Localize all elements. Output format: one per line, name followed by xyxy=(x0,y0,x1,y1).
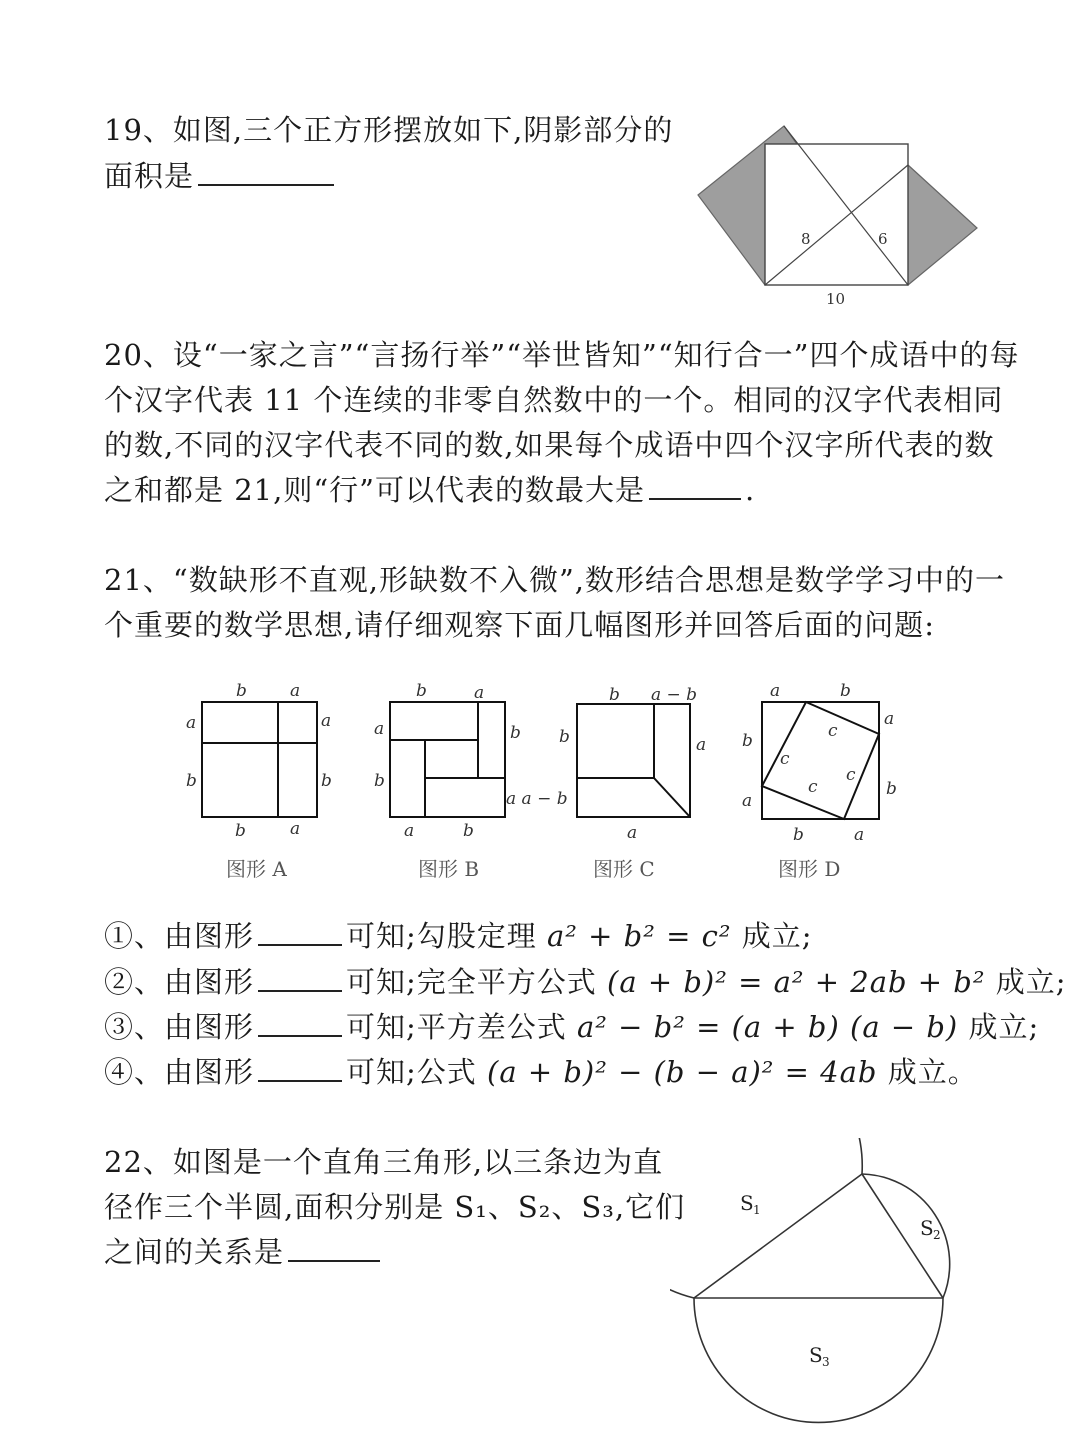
fig-d-left-a: a xyxy=(742,791,753,811)
fig-a-left-b: b xyxy=(186,771,197,791)
fig-c-top-a-minus-b: a − b xyxy=(651,685,698,705)
q22-label-s2: S xyxy=(920,1216,934,1240)
q21-figure-b xyxy=(368,678,578,888)
fig-a-caption: 图形 A xyxy=(226,857,287,881)
q20-line4 xyxy=(104,468,755,512)
q22-line3 xyxy=(104,1230,384,1274)
fig-d-c-bottom: c xyxy=(808,777,818,797)
q21-item-3-suffix: 成立; xyxy=(968,1010,1040,1044)
fig-c-line-3 xyxy=(654,778,690,817)
q21-item-3 xyxy=(104,1005,1039,1049)
fig-a-outer-square xyxy=(202,702,317,817)
q22-label-s1-sub: 1 xyxy=(753,1203,761,1217)
q20-line2: 个汉字代表 11 个连续的非零自然数中的一个。相同的汉字代表相同 xyxy=(104,383,1004,417)
q22-label-s3-sub: 3 xyxy=(822,1355,830,1369)
q19-label-8: 8 xyxy=(801,230,811,248)
fig-b-left-a: a xyxy=(374,719,385,739)
q19-line2 xyxy=(104,154,338,198)
fig-d-c-left: c xyxy=(780,749,790,769)
fig-a-right-a: a xyxy=(321,711,332,731)
fig-d-top-b: b xyxy=(840,681,851,701)
q19-squares-figure xyxy=(690,120,980,315)
q21-item-1 xyxy=(104,914,812,958)
fig-b-top-a: a xyxy=(474,683,485,703)
q21-figure-d xyxy=(740,678,910,888)
q22-label-s3: S xyxy=(809,1343,823,1367)
q21-item-4-formula: (a + b)² − (b − a)² = 4ab xyxy=(487,1055,878,1089)
q21-figure-a xyxy=(180,678,340,888)
fig-c-top-b: b xyxy=(609,685,620,705)
q21-item-1-formula: a² + b² = c² xyxy=(547,919,732,953)
fig-d-bottom-a: a xyxy=(854,825,865,845)
fig-b-bottom-a: a xyxy=(404,821,415,841)
q21-item-1-suffix: 成立; xyxy=(741,919,813,953)
q19-label-6: 6 xyxy=(878,230,888,248)
q21-item-4 xyxy=(104,1050,978,1094)
q21-line2: 个重要的数学思想,请仔细观察下面几幅图形并回答后面的问题: xyxy=(104,608,935,642)
fig-d-left-b: b xyxy=(742,731,753,751)
fig-c-right-a: a xyxy=(696,735,707,755)
q21-item-2 xyxy=(104,960,1066,1004)
fig-d-c-right: c xyxy=(846,765,856,785)
q21-item-3-blank[interactable] xyxy=(258,1005,342,1037)
q21-item-2-blank[interactable] xyxy=(258,960,342,992)
q21-item-3-prefix: ③、由图形 xyxy=(104,1010,255,1044)
q19-line2-text: 面积是 xyxy=(104,159,195,193)
q22-label-s2-sub: 2 xyxy=(933,1228,941,1242)
q21-line1: 21、“数缺形不直观,形缺数不入微”,数形结合思想是数学学习中的一 xyxy=(104,563,1005,597)
q21-item-4-mid: 可知;公式 xyxy=(346,1055,477,1089)
fig-b-top-b: b xyxy=(416,681,427,701)
fig-a-top-a: a xyxy=(290,681,301,701)
fig-c-left-b: b xyxy=(559,727,570,747)
q22-semicircle-s1 xyxy=(670,1138,862,1298)
q21-item-3-mid: 可知;平方差公式 xyxy=(346,1010,567,1044)
q21-item-1-mid: 可知;勾股定理 xyxy=(346,919,537,953)
q22-semicircles-figure xyxy=(670,1138,980,1448)
fig-b-right-b: b xyxy=(510,723,521,743)
fig-d-c-top: c xyxy=(828,721,838,741)
q21-item-2-suffix: 成立; xyxy=(995,965,1067,999)
fig-d-right-b: b xyxy=(886,779,897,799)
q21-item-1-blank[interactable] xyxy=(258,914,342,946)
fig-a-top-b: b xyxy=(236,681,247,701)
q22-line1: 22、如图是一个直角三角形,以三条边为直 xyxy=(104,1145,664,1179)
q22-triangle-leg-1 xyxy=(694,1174,862,1298)
q20-line4-text: 之和都是 21,则“行”可以代表的数最大是 xyxy=(104,473,645,507)
q21-item-3-formula: a² − b² = (a + b) (a − b) xyxy=(577,1010,959,1044)
fig-d-top-a: a xyxy=(770,681,781,701)
q21-figure-c xyxy=(555,678,725,888)
q19-label-10: 10 xyxy=(826,290,846,308)
fig-d-bottom-b: b xyxy=(793,825,804,845)
fig-d-right-a: a xyxy=(884,709,895,729)
q19-line1: 19、如图,三个正方形摆放如下,阴影部分的 xyxy=(104,113,674,147)
q20-line1: 20、设“一家之言”“言扬行举”“举世皆知”“知行合一”四个成语中的每 xyxy=(104,338,1020,372)
fig-a-bottom-a: a xyxy=(290,819,301,839)
q21-item-4-suffix: 成立。 xyxy=(887,1055,978,1089)
q20-answer-blank[interactable] xyxy=(649,468,741,500)
q22-line2: 径作三个半圆,面积分别是 S₁、S₂、S₃,它们 xyxy=(104,1190,686,1224)
fig-b-right-a-minus-b: a a − b xyxy=(506,789,568,809)
fig-c-bottom-a: a xyxy=(627,823,638,843)
q22-answer-blank[interactable] xyxy=(288,1230,380,1262)
q21-item-1-prefix: ①、由图形 xyxy=(104,919,255,953)
q19-answer-blank[interactable] xyxy=(198,154,334,186)
q21-item-4-blank[interactable] xyxy=(258,1050,342,1082)
q19-main-square xyxy=(765,144,908,285)
q21-item-2-mid: 可知;完全平方公式 xyxy=(346,965,597,999)
fig-b-bottom-b: b xyxy=(463,821,474,841)
q21-item-2-formula: (a + b)² = a² + 2ab + b² xyxy=(607,965,986,999)
fig-a-right-b: b xyxy=(321,771,332,791)
fig-a-left-a: a xyxy=(186,713,197,733)
fig-a-bottom-b: b xyxy=(235,821,246,841)
q21-item-4-prefix: ④、由图形 xyxy=(104,1055,255,1089)
q20-line3: 的数,不同的汉字代表不同的数,如果每个成语中四个汉字所代表的数 xyxy=(104,428,995,462)
fig-c-caption: 图形 C xyxy=(593,857,655,881)
q22-label-s1: S xyxy=(740,1191,754,1215)
fig-b-caption: 图形 B xyxy=(418,857,480,881)
q20-line4-end: . xyxy=(745,473,756,507)
q22-line3-text: 之间的关系是 xyxy=(104,1235,285,1269)
fig-d-caption: 图形 D xyxy=(778,857,841,881)
fig-b-outer-square xyxy=(390,702,505,817)
q21-item-2-prefix: ②、由图形 xyxy=(104,965,255,999)
fig-b-left-b: b xyxy=(374,771,385,791)
